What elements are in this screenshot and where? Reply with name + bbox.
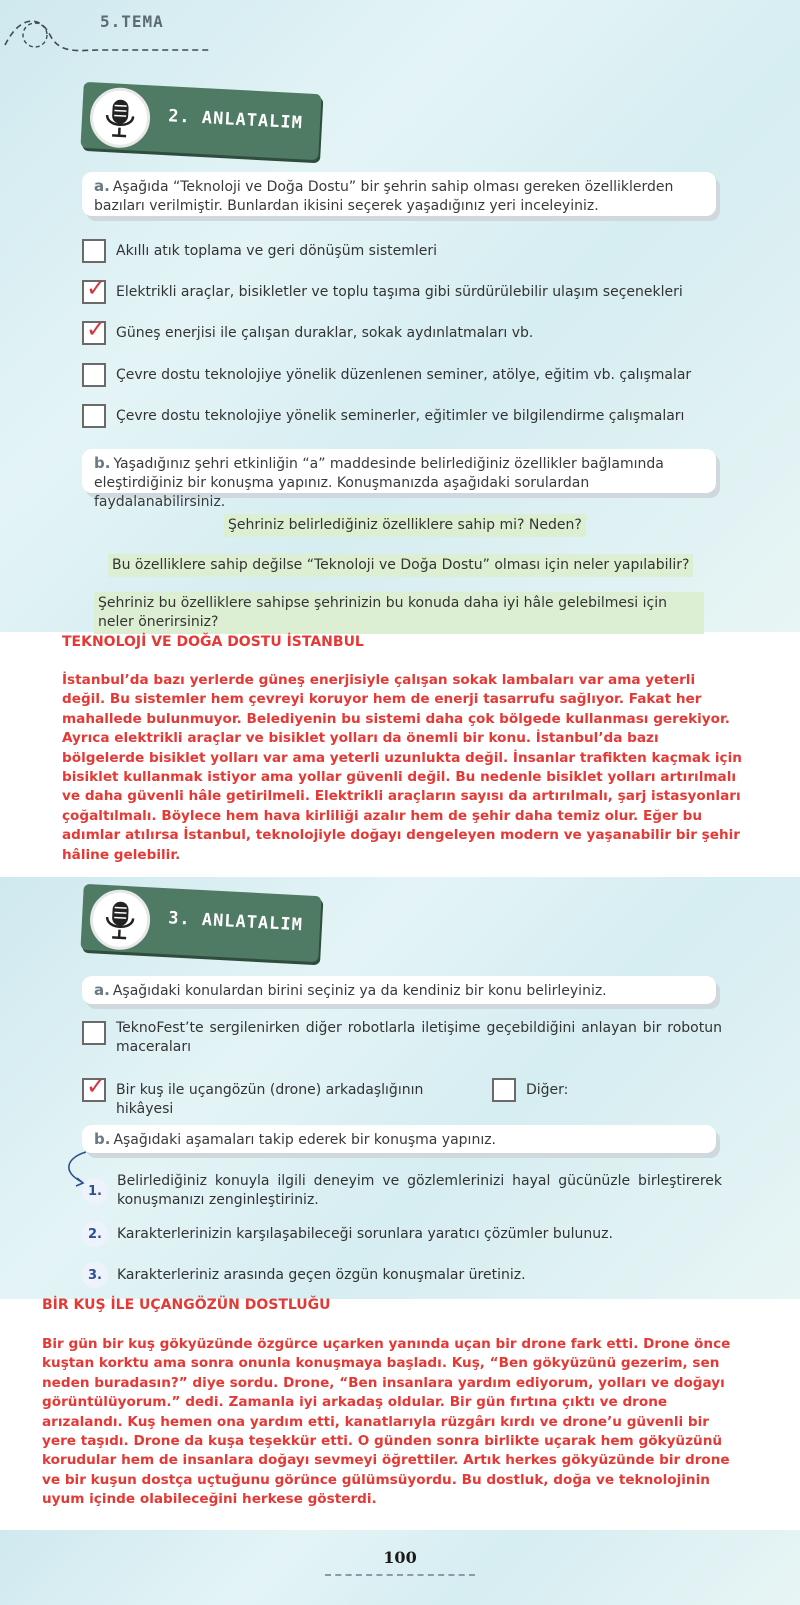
checkbox[interactable] — [82, 404, 106, 428]
checkbox[interactable] — [82, 1021, 106, 1045]
theme-label: 5.TEMA — [100, 12, 164, 31]
page-number-decoration — [325, 1574, 475, 1576]
part-a-instruction — [82, 172, 716, 216]
option-label: Akıllı atık toplama ve geri dönüşüm sistemleri — [116, 243, 438, 259]
instruction-text: Yaşadığınız şehri etkinliğin “a” maddesinde belirlediğiniz özellikler bağlamında eleştirdiğiniz bir konuşma yapınız. Konuşmanızda aşağıdaki sorulardan faydalanabilirsiniz. — [94, 456, 664, 510]
checkbox[interactable] — [82, 1072, 107, 1102]
answer-title-2: BİR KUŞ İLE UÇANGÖZÜN DOSTLUĞU — [42, 1297, 331, 1313]
answer-text-1: İstanbul’da bazı yerlerde güneş enerjisiyle çalışan sokak lambaları var ama yeterli değil. Bu sistemler hem çevreyi koruyor hem de enerji tasarrufu sağlıyor. Fakat her mahallede bulunmuyor. Belediyenin bu sistemi daha çok bölgede kullanması gerekiyor. Ayrıca elektrikli araçlar ve bisiklet yolları da önemli bir konu. İstanbul’da bazı bölgelerde bisiklet yolları var ama yeterli uzunlukta değil. İnsanlar trafikten kaçmak için bisiklet kullanmak istiyor ama yollar güvenli değil. Bu nedenle bisiklet yolları artırılmalı ve daha güvenli hâle getirilmeli. Elektrikli araçların sayısı da artırılmalı, şarj istasyonları çoğaltılmalı. Böylece hem hava kirliliği azalır hem de şehir daha temiz olur. Eğer bu adımlar atılırsa İstanbul, teknolojiyle doğayı dengeleyen modern ve yaşanabilir bir şehir hâline gelebilir. — [62, 672, 742, 863]
part-letter: a. — [94, 177, 110, 195]
banner-title: 2. ANLATALIM — [167, 106, 304, 134]
topic-option-1[interactable] — [82, 1019, 722, 1057]
checkbox[interactable] — [82, 239, 106, 263]
option-4[interactable] — [82, 366, 722, 385]
checkbox[interactable] — [82, 274, 107, 304]
option-label: Çevre dostu teknolojiye yönelik düzenlenen seminer, atölye, eğitim vb. çalışmalar — [116, 367, 692, 383]
option-label: Bir kuş ile uçangözün (drone) arkadaşlığının hikâyesi — [116, 1082, 424, 1117]
option-3[interactable] — [82, 315, 722, 343]
checkmark-icon: ✓ — [86, 1072, 107, 1100]
instruction-text: Aşağıda “Teknoloji ve Doğa Dostu” bir şehrin sahip olması gereken özelliklerden bazıları verilmiştir. Bunlardan ikisini seçerek yaşadığınız yeri inceleyiniz. — [94, 179, 674, 214]
option-label: TeknoFest’te sergilenirken diğer robotlarla iletişime geçebildiğini anlayan bir robotun maceraları — [116, 1020, 722, 1055]
part-a-instruction — [82, 976, 716, 1004]
page-number: 100 — [383, 1548, 417, 1567]
checkbox[interactable] — [82, 363, 106, 387]
option-label: Diğer: — [526, 1082, 569, 1098]
topic-option-other[interactable] — [492, 1081, 612, 1100]
answer-title-1: TEKNOLOJİ VE DOĞA DOSTU İSTANBUL — [62, 634, 364, 650]
part-letter: a. — [94, 981, 110, 999]
step-number: 3. — [82, 1262, 108, 1288]
option-2[interactable] — [82, 274, 722, 302]
checkmark-icon: ✓ — [86, 274, 107, 302]
activity-3-banner — [80, 884, 321, 962]
part-letter: b. — [94, 454, 111, 472]
instruction-text: Aşağıdaki aşamaları takip ederek bir konuşma yapınız. — [113, 1132, 497, 1148]
activity-2-banner — [80, 82, 321, 160]
footer-panel — [0, 1530, 800, 1605]
microphone-icon — [89, 86, 152, 149]
guiding-question-1: Şehriniz belirlediğiniz özelliklere sahip mi? Neden? — [224, 514, 586, 537]
part-b-instruction — [82, 449, 716, 510]
topic-option-2[interactable] — [82, 1072, 442, 1119]
guiding-question-3: Şehriniz bu özelliklere sahipse şehrinizin bu konuda daha iyi hâle gelebilmesi için neler önerirsiniz? — [94, 592, 704, 634]
option-label: Güneş enerjisi ile çalışan duraklar, sokak aydınlatmaları vb. — [116, 325, 534, 341]
step-text: Karakterleriniz arasında geçen özgün konuşmalar üretiniz. — [117, 1267, 526, 1283]
microphone-icon — [89, 888, 152, 951]
option-label: Çevre dostu teknolojiye yönelik seminerler, eğitimler ve bilgilendirme çalışmaları — [116, 408, 685, 424]
checkmark-icon: ✓ — [86, 315, 107, 343]
instruction-text: Aşağıdaki konulardan birini seçiniz ya da kendiniz bir konu belirleyiniz. — [112, 983, 607, 999]
step-number: 2. — [82, 1221, 108, 1247]
part-letter: b. — [94, 1130, 111, 1148]
step-text: Karakterlerinizin karşılaşabileceği sorunlara yaratıcı çözümler bulunuz. — [117, 1226, 613, 1242]
step-text: Belirlediğiniz konuyla ilgili deneyim ve gözlemlerinizi hayal gücünüzle birleştirerek konuşmanızı zenginleştiriniz. — [117, 1173, 722, 1208]
option-5[interactable] — [82, 407, 722, 426]
checkbox[interactable] — [82, 315, 107, 345]
part-b-instruction — [82, 1125, 716, 1153]
option-1[interactable] — [82, 242, 722, 261]
checkbox[interactable] — [492, 1078, 516, 1102]
step-number: 1. — [82, 1178, 108, 1204]
option-label: Elektrikli araçlar, bisikletler ve toplu taşıma gibi sürdürülebilir ulaşım seçenekleri — [116, 284, 683, 300]
guiding-question-2: Bu özelliklere sahip değilse “Teknoloji ve Doğa Dostu” olması için neler yapılabilir? — [108, 554, 693, 577]
banner-title: 3. ANLATALIM — [167, 908, 304, 936]
answer-text-2: Bir gün bir kuş gökyüzünde özgürce uçarken yanında uçan bir drone fark etti. Drone önce kuştan korktu ama sonra onunla konuşmaya başladı. Kuş, “Ben gökyüzünü gezerim, sen neden buradasın?” diye sordu. Drone, “Ben insanlara yardım ediyorum, yolları ve doğayı görüntülüyorum.” dedi. Zamanla iyi arkadaş oldular. Bir gün fırtına çıktı ve drone arızalandı. Kuş hemen ona yardım etti, kanatlarıyla rüzgârı kırdı ve drone’u güvenli bir yere taşıdı. Drone da kuşa teşekkür etti. O günden sonra birlikte uçarak hem gökyüzünü korudular hem de insanlara doğayı sevmeyi öğrettiler. Artık herkes gökyüzünde bir drone ve bir kuşun dostça uçtuğunu görünce gülümsüyordu. Bu dostluk, doğa ve teknolojinin uyum içinde olabileceğini herkese gösterdi. — [42, 1336, 731, 1508]
